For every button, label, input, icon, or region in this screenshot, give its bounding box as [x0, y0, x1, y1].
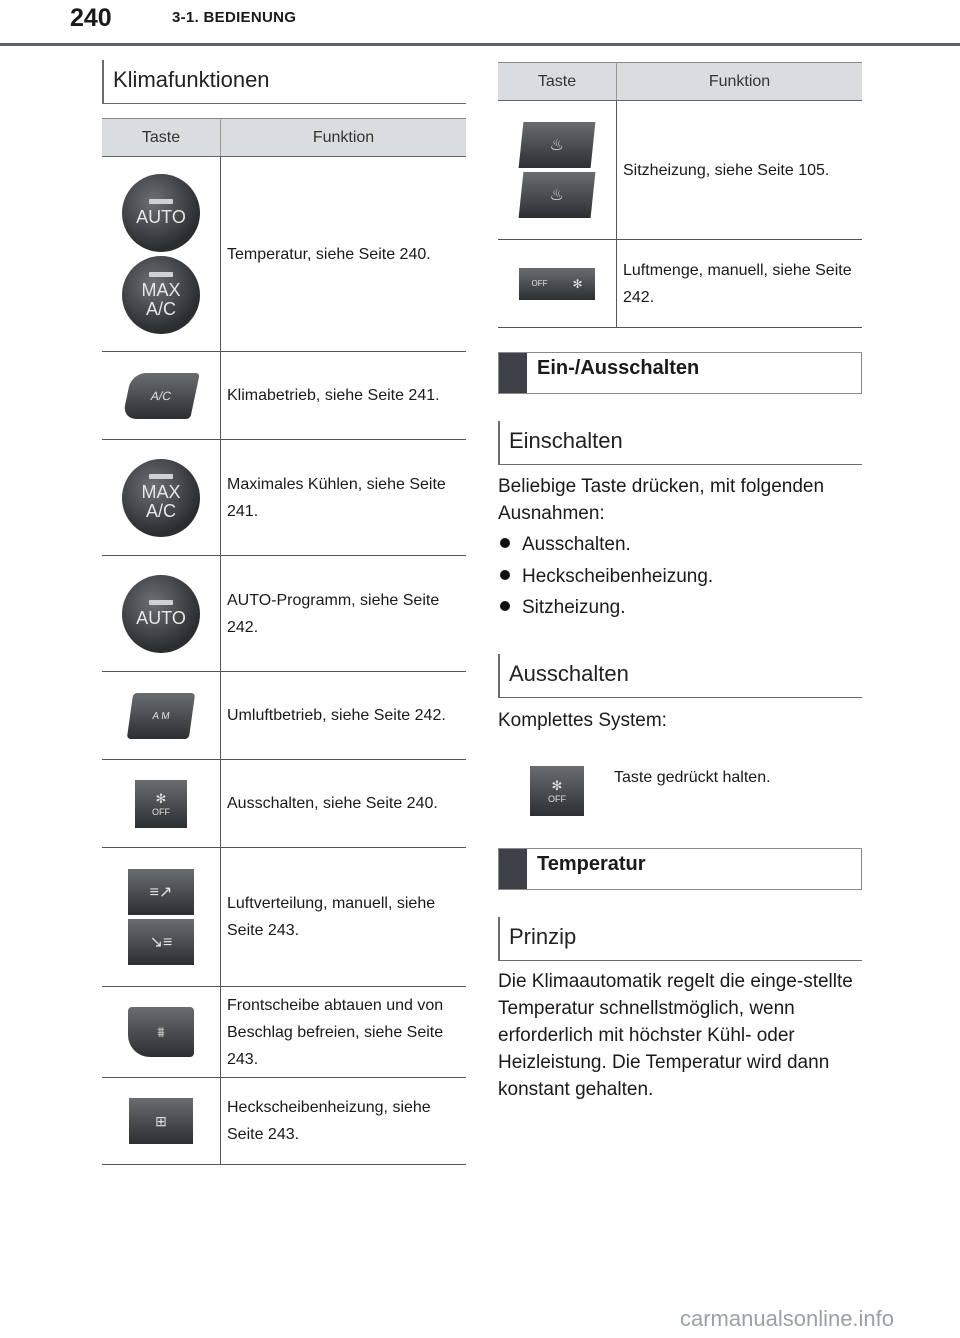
watermark-text: carmanualsonline.info: [680, 1306, 895, 1331]
table-row: [498, 240, 862, 328]
function-text: Frontscheibe abtauen und von Beschlag befreien, siehe Seite 243.: [221, 987, 467, 1078]
air-distribution-lower-icon: ↘≡: [128, 919, 194, 965]
header-rule: [0, 43, 960, 46]
page-number: 240: [70, 4, 112, 32]
max-ac-button-icon: MAX A/C: [122, 459, 200, 537]
table-row: [102, 1078, 466, 1165]
band-heading-ein-ausschalten: Ein-/Ausschalten: [498, 352, 862, 394]
function-text: Maximales Kühlen, siehe Seite 241.: [221, 440, 467, 556]
col-header-function: Funktion: [617, 63, 863, 101]
bullet-item: Sitzheizung.: [500, 597, 626, 619]
col-header-key: Taste: [102, 119, 221, 157]
off-instruction-text: Taste gedrückt halten.: [614, 769, 771, 786]
auto-button-icon: AUTO: [122, 174, 200, 252]
subheading-ausschalten: Ausschalten: [498, 654, 862, 698]
seat-heating-table: [498, 62, 862, 328]
col-header-function: Funktion: [221, 119, 467, 157]
table-row: [102, 352, 466, 440]
col-header-key: Taste: [498, 63, 617, 101]
chapter-title: 3-1. BEDIENUNG: [172, 9, 297, 26]
function-text: Luftverteilung, manuell, siehe Seite 243.: [221, 848, 467, 987]
recirculation-button-icon: A M: [127, 693, 195, 739]
off-button-icon: ✻ OFF: [135, 780, 187, 828]
fan-speed-button-icon: OFF ✻: [519, 268, 595, 300]
table-row: [102, 760, 466, 848]
function-text: Temperatur, siehe Seite 240.: [221, 157, 467, 352]
function-text: AUTO-Programm, siehe Seite 242.: [221, 556, 467, 672]
band-heading-temperatur: Temperatur: [498, 848, 862, 890]
seat-heat-upper-icon: ♨: [519, 122, 596, 168]
table-row: [102, 157, 466, 352]
max-ac-button-icon: MAX A/C: [122, 256, 200, 334]
paragraph-ausschalten: Komplettes System:: [498, 710, 667, 731]
function-text: Luftmenge, manuell, siehe Seite 242.: [617, 240, 863, 328]
function-text: Sitzheizung, siehe Seite 105.: [617, 101, 863, 240]
table-row: [498, 101, 862, 240]
auto-button-icon: AUTO: [122, 575, 200, 653]
bullet-item: Ausschalten.: [500, 534, 631, 556]
function-text: Ausschalten, siehe Seite 240.: [221, 760, 467, 848]
subheading-einschalten: Einschalten: [498, 421, 862, 465]
windshield-defrost-icon: ⩩: [128, 1007, 194, 1057]
off-button-icon: ✻ OFF: [530, 766, 584, 816]
bullet-item: Heckscheibenheizung.: [500, 566, 713, 588]
air-distribution-upper-icon: ≡↗: [128, 869, 194, 915]
paragraph-prinzip: Die Klimaautomatik regelt die einge-stellte Temperatur schnellstmöglich, wenn erforderlich mit höchster Kühl- oder Heizleistung. Die Temperatur wird dann konstant gehalten.: [498, 971, 853, 1100]
table-row: [102, 848, 466, 987]
ac-button-icon: A/C: [122, 373, 200, 419]
table-row: [102, 987, 466, 1078]
climate-functions-table: [102, 118, 466, 1165]
rear-window-heat-icon: ⊞: [129, 1098, 193, 1144]
section-heading-klimafunktionen: Klimafunktionen: [102, 60, 466, 104]
table-row: [102, 440, 466, 556]
table-row: [102, 556, 466, 672]
table-row: [102, 672, 466, 760]
paragraph-einschalten: Beliebige Taste drücken, mit folgenden Ausnahmen:: [498, 476, 825, 524]
subheading-prinzip: Prinzip: [498, 917, 862, 961]
function-text: Heckscheibenheizung, siehe Seite 243.: [221, 1078, 467, 1165]
function-text: Klimabetrieb, siehe Seite 241.: [221, 352, 467, 440]
function-text: Umluftbetrieb, siehe Seite 242.: [221, 672, 467, 760]
seat-heat-lower-icon: ♨: [519, 172, 596, 218]
